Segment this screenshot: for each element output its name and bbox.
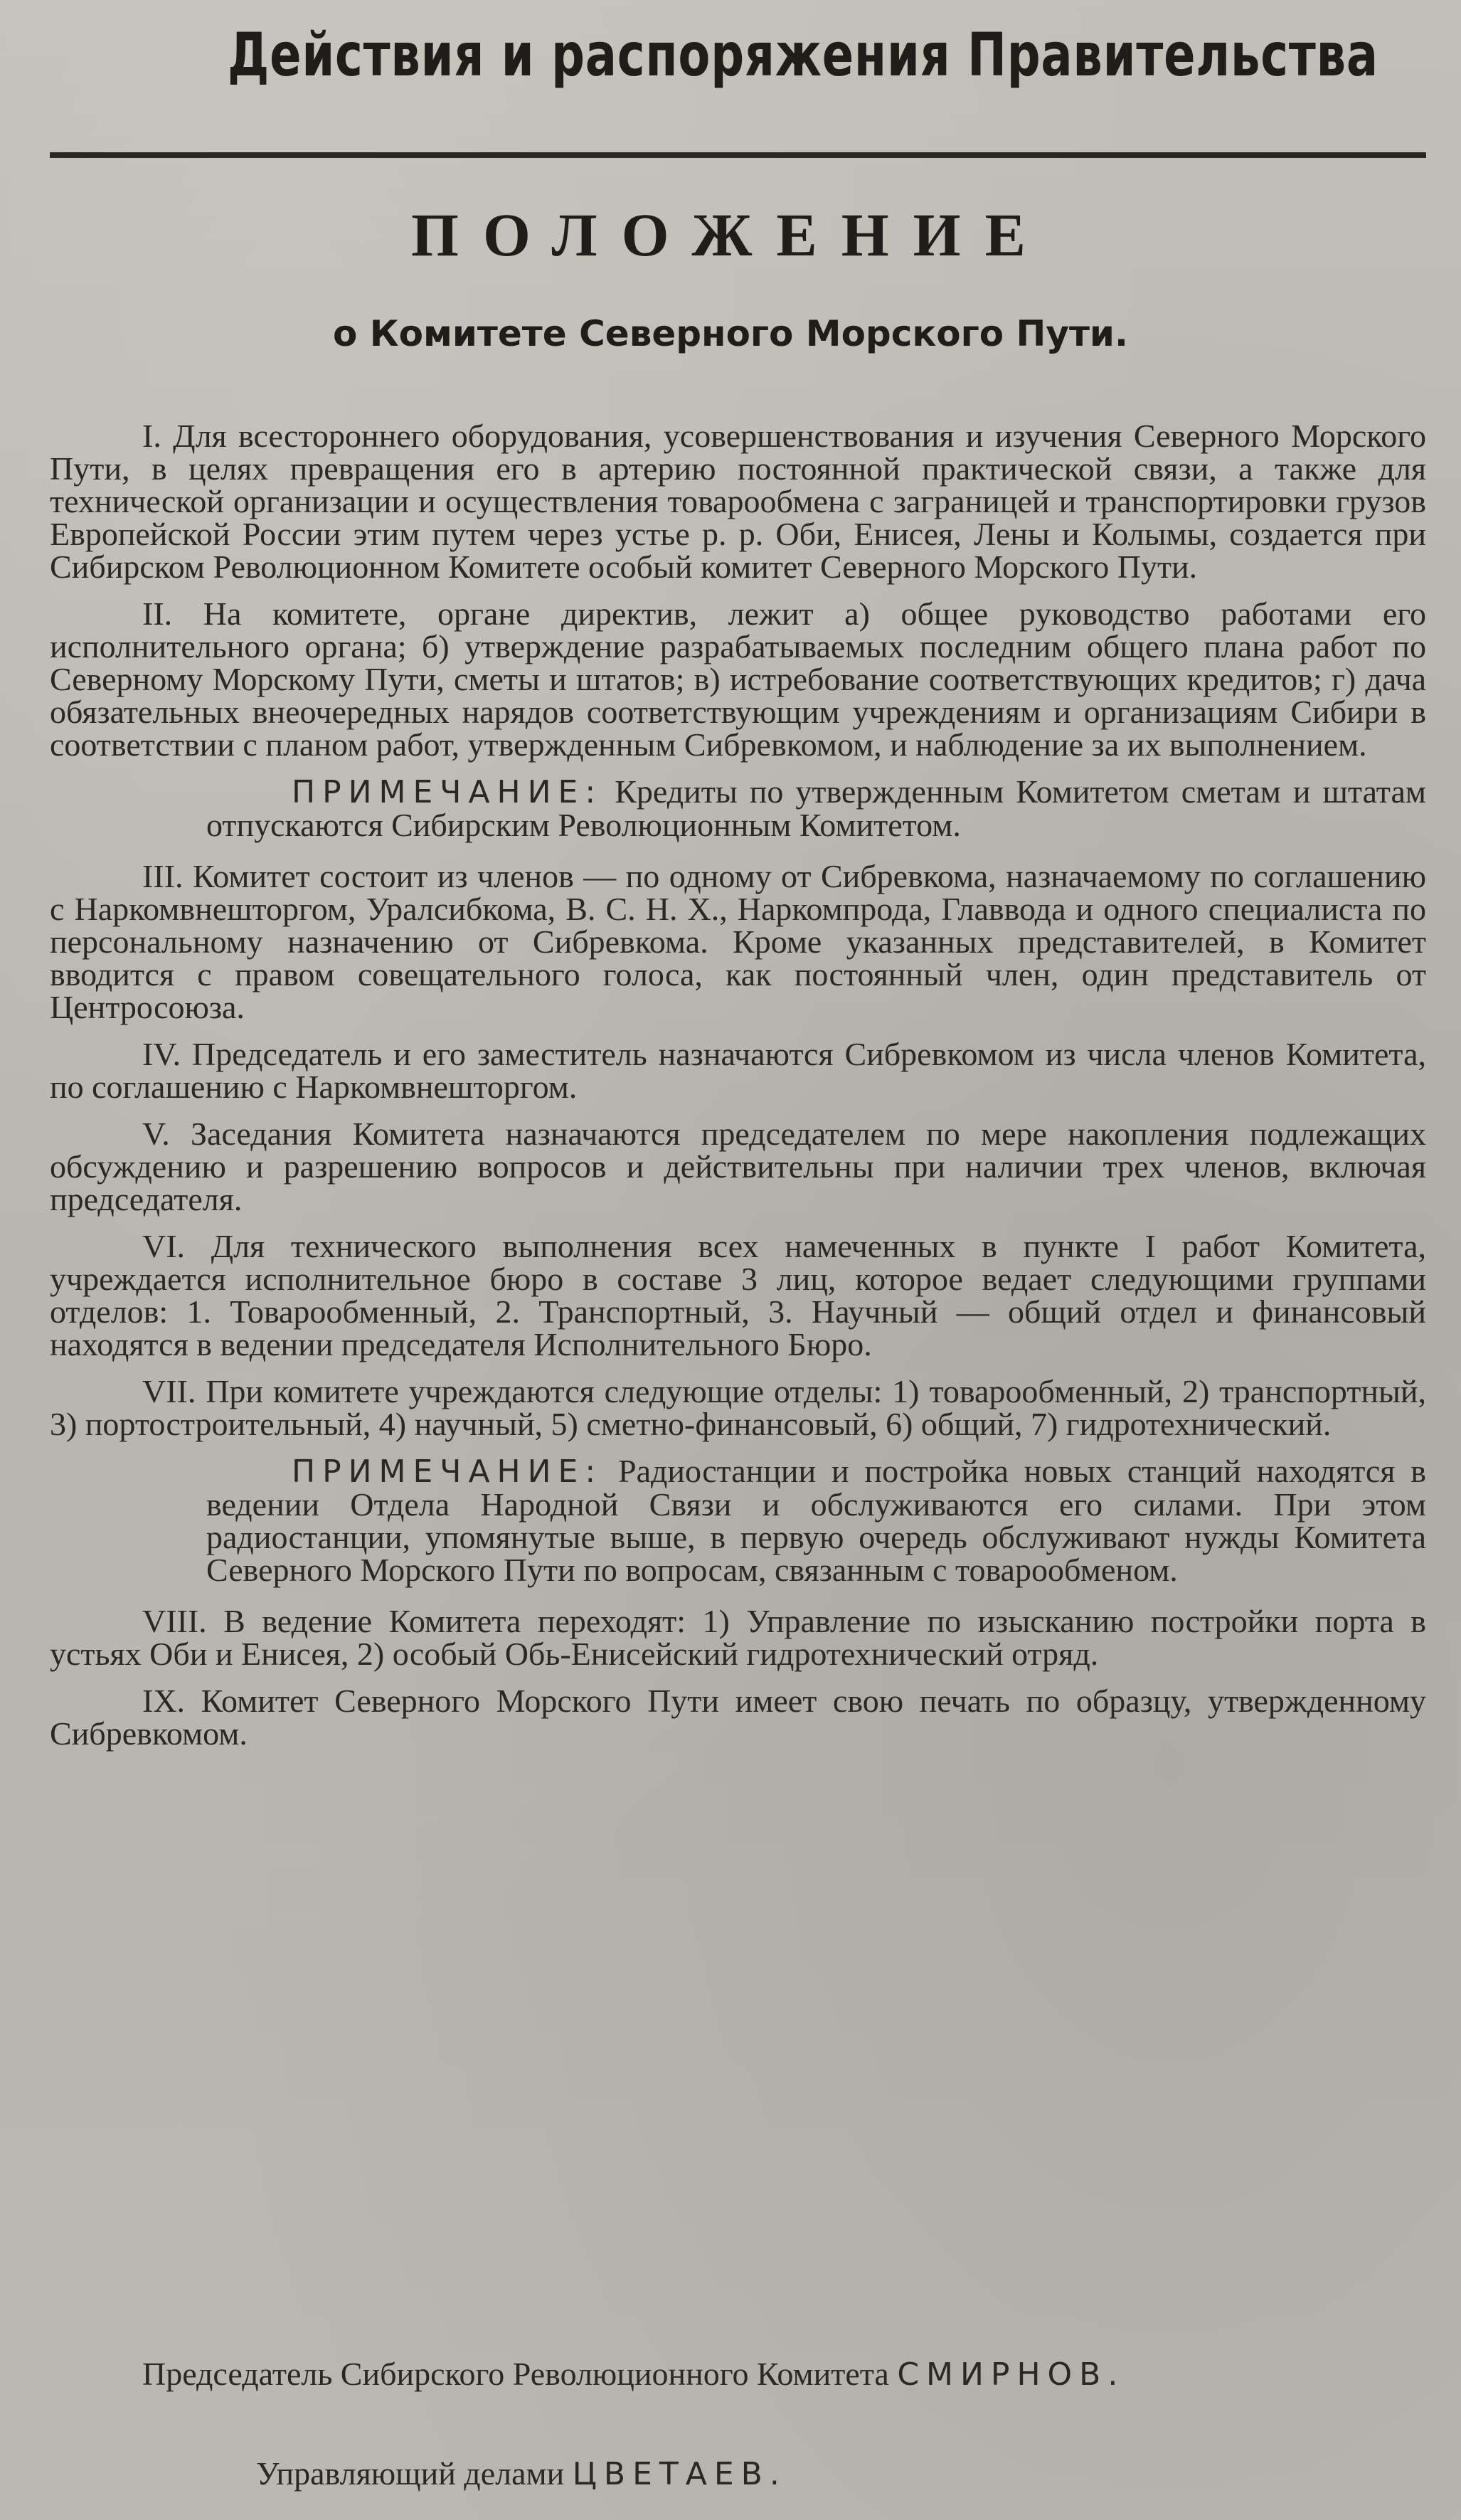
document-subtitle: о Комитете Северного Морского Пути. xyxy=(333,313,1128,354)
paragraph-8: VIII. В ведение Комитета переходят: 1) Управление по изысканию постройки порта в устьях Оби и Енисея, 2) особый Обь-Енисейский гидротехнический отряд. xyxy=(50,1603,1426,1672)
signature-manager-name: ЦВЕТАЕВ. xyxy=(572,2456,787,2492)
note-1 xyxy=(206,775,1426,842)
paragraph-9: IX. Комитет Северного Морского Пути имеет свою печать по образцу, утвержденному Сибревкомом. xyxy=(50,1683,1426,1752)
paragraph-2: II. На комитете, органе директив, лежит а) общее руководство работами его исполнительного органа; б) утверждение разрабатываемых последним общего плана работ по Северному Морскому Пути, сметы и штатов; в) истребование соответствующих кредитов; г) дача обязательных внеочередных нарядов соответствующим учреждениям и организациям Сибири в соответствии с планом работ, утвержденным Сибревкомом, и наблюдение за их выполнением. xyxy=(50,595,1426,763)
signature-manager-role: Управляющий делами xyxy=(256,2455,565,2492)
section-header: Действия и распоряжения Правительства xyxy=(228,20,1378,90)
document-body xyxy=(50,420,1426,1764)
paragraph-3: III. Комитет состоит из членов — по одному от Сибревкома, назначаемому по соглашению с Наркомвнешторгом, Уралсибкома, В. С. Н. Х., Наркомпрода, Главвода и одного специалиста по персональному назначению от Сибревкома. Кроме указанных представителей, в Комитет вводится с правом совещательного голоса, как постоянный член, один представитель от Центросоюза. xyxy=(50,858,1426,1025)
document-title: ПОЛОЖЕНИЕ xyxy=(411,201,1050,269)
signature-chairman xyxy=(142,2355,1423,2393)
paragraph-7: VII. При комитете учреждаются следующие отделы: 1) товарообменный, 2) транспортный, 3) портостроительный, 4) научный, 5) сметно-финансовый, 6) общий, 7) гидротехнический. xyxy=(50,1373,1426,1442)
signature-chairman-role: Председатель Сибирского Революционного Комитета xyxy=(142,2356,889,2392)
note-2 xyxy=(206,1455,1426,1587)
paragraph-1: I. Для всестороннего оборудования, усовершенствования и изучения Северного Морского Пути, в целях превращения его в артерию постоянной практической связи, а также для технической организации и осуществления товарообмена с заграницей и транспортировки грузов Европейской России этим путем через устье р. р. Оби, Енисея, Лены и Колымы, создается при Сибирском Революционном Комитете особый комитет Северного Морского Пути. xyxy=(50,418,1426,585)
paragraph-6: VI. Для технического выполнения всех намеченных в пункте I работ Комитета, учреждается исполнительное бюро в составе 3 лиц, которое ведает следующими группами отделов: 1. Товарообменный, 2. Транспортный, 3. Научный — общий отдел и финансовый находятся в ведении председателя Исполнительного Бюро. xyxy=(50,1228,1426,1362)
note-1-text: Кредиты по утвержденным Комитетом сметам и штатам отпускаются Сибирским Революционным Комитетом. xyxy=(206,773,1426,843)
header-rule xyxy=(50,152,1426,158)
signature-chairman-name: СМИРНОВ. xyxy=(897,2356,1125,2393)
note-2-label: ПРИМЕЧАНИЕ: xyxy=(292,1454,603,1490)
signature-manager xyxy=(256,2455,1394,2492)
paragraph-4: IV. Председатель и его заместитель назначаются Сибревкомом из числа членов Комитета, по соглашению с Наркомвнешторгом. xyxy=(50,1036,1426,1105)
paragraph-5: V. Заседания Комитета назначаются председателем по мере накопления подлежащих обсуждению и разрешению вопросов и действительны при наличии трех членов, включая председателя. xyxy=(50,1116,1426,1217)
note-1-label: ПРИМЕЧАНИЕ: xyxy=(292,774,603,810)
note-2-text: Радиостанции и постройка новых станций находятся в ведении Отдела Народной Связи и обслуживаются его силами. При этом радиостанции, упомянутые выше, в первую очередь обслуживают нужды Комитета Северного Морского Пути по вопросам, связанным с товарообменом. xyxy=(206,1453,1426,1588)
